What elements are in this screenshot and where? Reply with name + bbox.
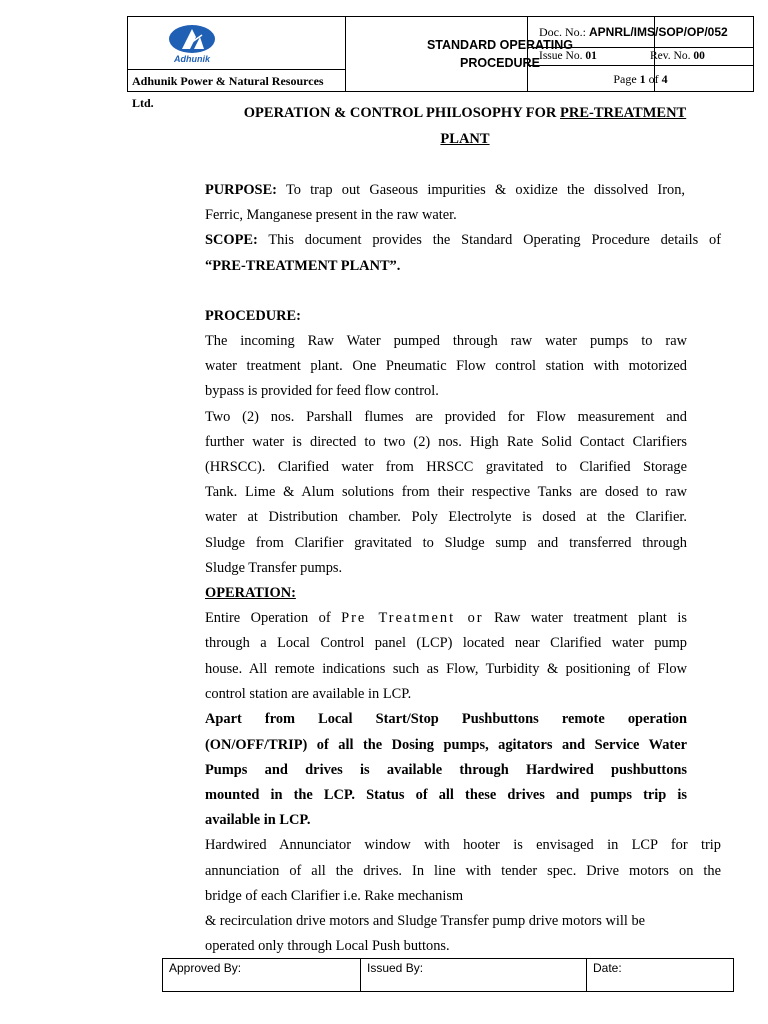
sop-title-line1: STANDARD OPERATING bbox=[426, 38, 574, 52]
page-current: 1 bbox=[639, 72, 646, 86]
operation-bold-line: mounted in the LCP. Status of all these drives and pumps trip is bbox=[205, 787, 687, 803]
operation-line: Entire Operation of Pre Treatment or Raw water treatment plant is bbox=[205, 610, 687, 626]
signature-footer bbox=[162, 958, 734, 992]
operation-final-line: annunciation of all the drives. In line with tender spec. Drive motors on the bbox=[205, 863, 721, 879]
procedure-line: Two (2) nos. Parshall flumes are provided for Flow measurement and bbox=[205, 409, 687, 425]
procedure-line: The incoming Raw Water pumped through raw water pumps to raw bbox=[205, 333, 687, 349]
operation-bold-line: Pumps and drives is available through Hardwired pushbuttons bbox=[205, 762, 687, 778]
issued-by-cell: Issued By: bbox=[361, 959, 587, 991]
scope-line1: SCOPE: This document provides the Standard Operating Procedure details of bbox=[205, 232, 721, 248]
page-total: 4 bbox=[661, 72, 668, 86]
operation-final-line: bridge of each Clarifier i.e. Rake mechanism bbox=[205, 888, 464, 904]
procedure-line: water treatment plant. One Pneumatic Flow control station with motorized bbox=[205, 358, 687, 374]
approved-by-cell: Approved By: bbox=[163, 959, 361, 991]
operation-final-line: Hardwired Annunciator window with hooter is envisaged in LCP for trip bbox=[205, 837, 721, 853]
procedure-line: Sludge Transfer pumps. bbox=[205, 560, 343, 576]
issue-number: Issue No. 01 bbox=[539, 50, 597, 62]
scope-label: SCOPE: bbox=[205, 232, 258, 248]
date-cell: Date: bbox=[593, 961, 622, 975]
doc-number: APNRL/IMS/SOP/OP/052 bbox=[589, 25, 728, 39]
logo-cell bbox=[127, 16, 346, 69]
sop-title-line2: PROCEDURE bbox=[460, 56, 540, 70]
doc-number-label: Doc. No.: bbox=[539, 25, 589, 39]
operation-line: house. All remote indications such as Flow, Turbidity & positioning of Flow bbox=[205, 661, 687, 677]
issue-rev-cell bbox=[527, 47, 754, 66]
page-number-cell: Page 1 of 4 bbox=[527, 65, 754, 92]
operation-final-line: operated only through Local Push buttons. bbox=[205, 938, 450, 954]
procedure-line: Sludge from Clarifier gravitated to Sludge sump and transferred through bbox=[205, 535, 687, 551]
operation-line: through a Local Control panel (LCP) located near Clarified water pump bbox=[205, 635, 687, 651]
purpose-line2: Ferric, Manganese present in the raw water. bbox=[205, 207, 457, 223]
operation-bold-line: available in LCP. bbox=[205, 812, 311, 828]
procedure-line: water at Distribution chamber. Poly Electrolyte is dosed at the Clarifier. bbox=[205, 509, 687, 525]
operation-heading: OPERATION: bbox=[205, 585, 296, 601]
purpose-label: PURPOSE: bbox=[205, 182, 277, 198]
operation-bold-line: Apart from Local Start/Stop Pushbuttons remote operation bbox=[205, 711, 687, 727]
document-header bbox=[127, 16, 754, 110]
document-title-line1: OPERATION & CONTROL PHILOSOPHY FOR PRE-TREATMENT bbox=[243, 105, 687, 121]
operation-bold-line: (ON/OFF/TRIP) of all the Dosing pumps, agitators and Service Water bbox=[205, 737, 687, 753]
document-title-line2: PLANT bbox=[440, 131, 490, 147]
procedure-heading: PROCEDURE: bbox=[205, 308, 301, 324]
scope-line2: “PRE-TREATMENT PLANT”. bbox=[205, 258, 401, 274]
logo-wordmark: Adhunik bbox=[174, 54, 210, 64]
procedure-line: (HRSCC). Clarified water from HRSCC gravitated to Clarified Storage bbox=[205, 459, 687, 475]
revision-number: Rev. No. 00 bbox=[650, 50, 705, 62]
operation-line: control station are available in LCP. bbox=[205, 686, 412, 702]
operation-final-line: & recirculation drive motors and Sludge Transfer pump drive motors will be bbox=[205, 913, 646, 929]
procedure-line: Tank. Lime & Alum solutions from their respective Tanks are dosed to raw bbox=[205, 484, 687, 500]
procedure-line: further water is directed to two (2) nos. High Rate Solid Contact Clarifiers bbox=[205, 434, 687, 450]
procedure-line: bypass is provided for feed flow control. bbox=[205, 383, 439, 399]
company-name: Adhunik Power & Natural Resources Ltd. bbox=[127, 69, 346, 92]
doc-number-cell bbox=[527, 16, 754, 48]
company-logo bbox=[152, 23, 232, 65]
purpose-line1: PURPOSE: To trap out Gaseous impurities & oxidize the dissolved Iron, bbox=[205, 182, 685, 198]
